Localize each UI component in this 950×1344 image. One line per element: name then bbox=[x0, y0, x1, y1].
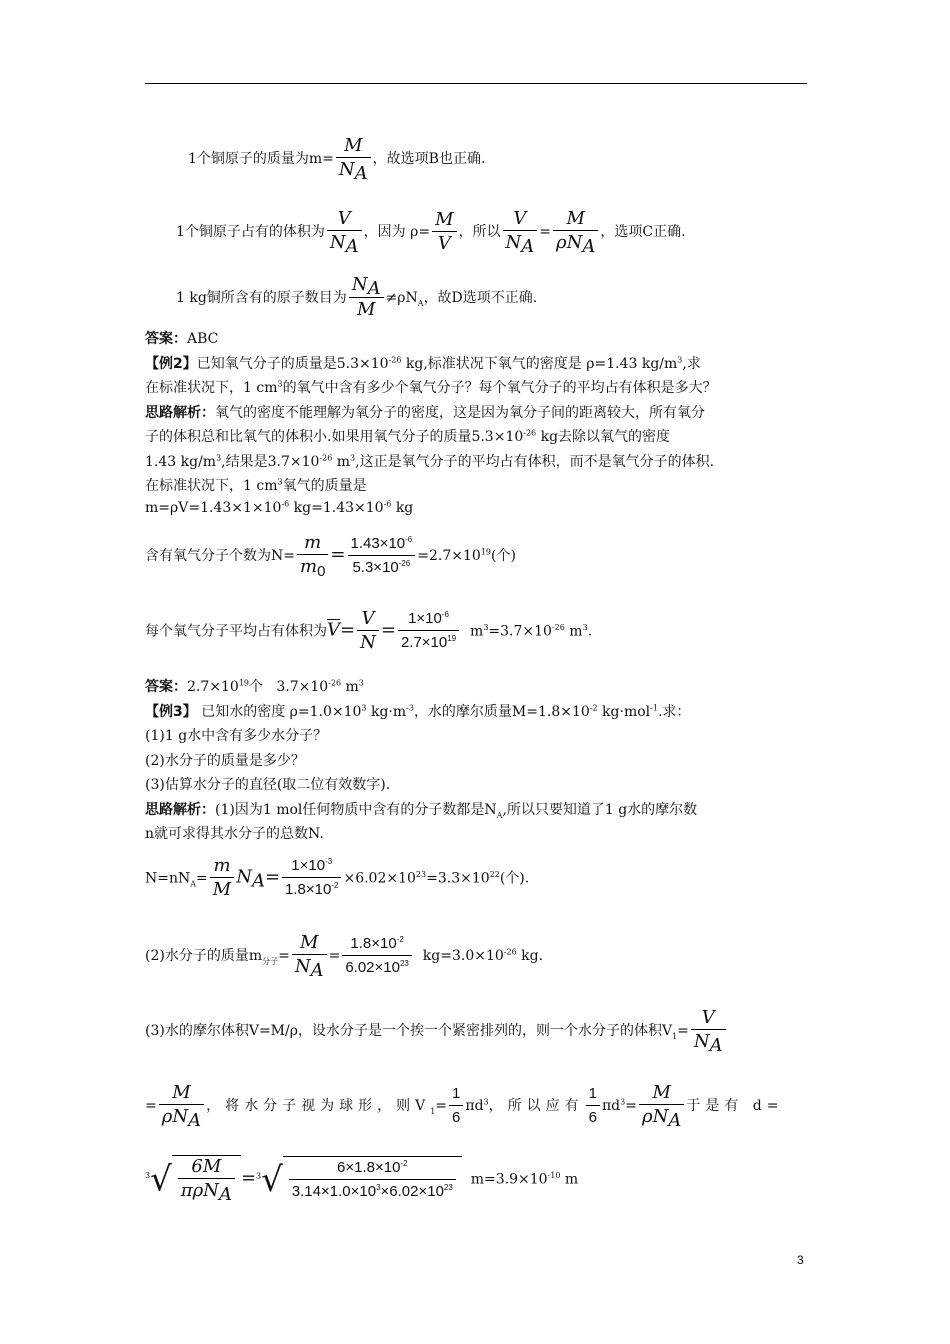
subscript: A bbox=[367, 277, 381, 299]
sup: -26 bbox=[551, 622, 565, 632]
denominator: 2.7×10 bbox=[400, 634, 448, 651]
equation-sphere bbox=[145, 1082, 783, 1130]
fraction bbox=[553, 208, 598, 256]
denominator: N bbox=[329, 232, 346, 253]
subscript: A bbox=[417, 298, 424, 308]
text: =2.7×10 bbox=[417, 548, 481, 564]
sup: -26 bbox=[388, 355, 402, 365]
text: m bbox=[564, 623, 583, 640]
fraction bbox=[348, 533, 416, 580]
text: πd bbox=[601, 1098, 621, 1114]
sup: 3 bbox=[216, 453, 222, 463]
text: = bbox=[435, 1098, 448, 1114]
text: ，因为 ρ= bbox=[363, 224, 431, 240]
example-label: 【例3】 bbox=[145, 704, 197, 720]
sup: 23 bbox=[415, 869, 427, 879]
subscript: A bbox=[354, 162, 368, 184]
example-label: 【例2】 bbox=[145, 356, 197, 372]
equation-molecule-count: 含有氧气分子个数为N= $\frac{m}{m_0}$ = $\frac{1.43\times 10^{-6}}{5.3\times 10^{-26}}$ $=2.7\times 10^{19}$(个) bbox=[145, 532, 516, 580]
sup: 3 bbox=[361, 703, 367, 713]
text: ≠ρN bbox=[385, 290, 418, 306]
answer-text: ABC bbox=[187, 331, 219, 347]
analysis-label: 思路解析： bbox=[145, 802, 215, 818]
subscript: 0 bbox=[317, 562, 326, 580]
denominator: 6.02×10 bbox=[345, 958, 400, 976]
numerator: N bbox=[351, 274, 368, 295]
text: kg·mol bbox=[597, 704, 651, 720]
text: 1个铜原子的质量为m= bbox=[188, 151, 334, 167]
sup: 3 bbox=[376, 1182, 381, 1192]
sup: 19 bbox=[480, 547, 491, 557]
subscript: A bbox=[582, 235, 596, 257]
denominator: πρN bbox=[180, 1180, 219, 1201]
text: 每个氧气分子平均占有体积为 bbox=[145, 623, 327, 640]
sup: 19 bbox=[238, 678, 249, 688]
text: 子的体积总和比氧气的体积小.如果用氧气分子的质量5.3×10 bbox=[145, 429, 524, 445]
text: . bbox=[587, 623, 593, 640]
answer-1 bbox=[145, 328, 218, 348]
analysis-2-line4 bbox=[145, 475, 367, 495]
text: ，故选项B也正确. bbox=[372, 151, 486, 167]
sup: 3 bbox=[358, 678, 364, 688]
analysis-2-line2 bbox=[145, 426, 670, 446]
equation-diameter bbox=[145, 1155, 578, 1204]
sup: -2 bbox=[396, 934, 404, 944]
example-2-line1 bbox=[145, 353, 701, 373]
text: ，选项C正确. bbox=[600, 224, 686, 240]
subscript: A bbox=[709, 1034, 723, 1056]
text: N=nN bbox=[145, 870, 191, 887]
text: =3.3×10 bbox=[426, 870, 490, 887]
text: ，将水分子视为球形，则V bbox=[206, 1098, 431, 1114]
fraction bbox=[282, 855, 341, 902]
text: m bbox=[341, 679, 359, 695]
subscript: A bbox=[668, 1109, 682, 1131]
denominator: 6 bbox=[452, 1108, 461, 1126]
text: ,这正是氧气分子的平均占有体积，而不是氧气分子的体积. bbox=[355, 454, 715, 470]
numerator: V bbox=[503, 208, 538, 231]
text: 于是有 d= bbox=[686, 1098, 784, 1114]
text: kg bbox=[391, 500, 414, 516]
sup: -2 bbox=[400, 1158, 408, 1168]
fraction bbox=[639, 1082, 684, 1130]
text: kg,标准状况下氧气的密度是 ρ=1.43 kg/m bbox=[401, 356, 678, 372]
line-copper-volume bbox=[176, 208, 686, 256]
subscript: 1 bbox=[430, 1106, 436, 1116]
sup: -2 bbox=[331, 881, 339, 890]
sup: 3 bbox=[483, 1097, 489, 1107]
equals: = bbox=[145, 1098, 157, 1114]
text: πd bbox=[465, 1098, 484, 1114]
text: m=ρV=1.43×1×10 bbox=[145, 500, 282, 516]
sup: 3 bbox=[582, 622, 588, 632]
text: .求： bbox=[657, 704, 691, 720]
fraction bbox=[289, 1157, 456, 1204]
equation-average-volume: 每个氧气分子平均占有体积为$\overline{V}=$ $\frac{V}{N}$ = $\frac{1\times 10^{-6}}{2.7\times 10^{19}}$ $m^3=3.7\times 10^{-26}$ $m^3$. bbox=[145, 608, 593, 653]
text: ，所以应有 bbox=[488, 1098, 584, 1114]
question-3: (3)估算水分子的直径(取二位有效数字). bbox=[145, 777, 391, 793]
example-2-line2 bbox=[145, 377, 717, 397]
text: (个). bbox=[499, 870, 530, 887]
denominator: N bbox=[693, 1031, 710, 1052]
line-copper-count bbox=[176, 274, 537, 322]
sup: -26 bbox=[503, 947, 517, 957]
denominator: N bbox=[360, 632, 376, 653]
subscript: A bbox=[190, 879, 197, 889]
denominator: 6 bbox=[588, 1108, 597, 1126]
sup: -3 bbox=[325, 857, 333, 866]
text: 已知氧气分子的质量是5.3×10 bbox=[196, 356, 389, 372]
equals: = bbox=[539, 224, 552, 240]
denominator: 3.14×1.0×10 bbox=[291, 1182, 377, 1200]
text: 1 kg铜所含有的原子数目为 bbox=[176, 290, 347, 306]
numerator: M bbox=[639, 1082, 684, 1105]
numerator: 6M bbox=[178, 1156, 235, 1179]
text: m bbox=[560, 1171, 579, 1188]
sup: 3 bbox=[277, 379, 283, 389]
question-2: (2)水分子的质量是多少？ bbox=[145, 753, 305, 769]
subscript: A bbox=[496, 810, 503, 820]
denominator: ρN bbox=[556, 232, 583, 253]
numerator: V bbox=[357, 608, 379, 631]
subscript: 1 bbox=[672, 1031, 678, 1041]
analysis-2-line3 bbox=[145, 451, 714, 471]
denominator: V bbox=[437, 232, 451, 254]
numerator: 1×10 bbox=[408, 610, 442, 627]
text: m bbox=[332, 454, 351, 470]
denominator: 5.3×10 bbox=[352, 558, 399, 576]
sup: -10 bbox=[547, 1170, 561, 1180]
analysis-2-line5 bbox=[145, 500, 413, 516]
sup: -26 bbox=[398, 558, 411, 568]
numerator: M bbox=[336, 135, 371, 158]
numerator: V bbox=[327, 208, 362, 231]
text: ,所以只要知道了1 g水的摩尔数 bbox=[502, 802, 698, 818]
text: kg·m bbox=[366, 704, 407, 720]
header-rule bbox=[145, 83, 807, 84]
subscript: 分子 bbox=[262, 956, 279, 966]
root-index: 3 bbox=[256, 1170, 262, 1180]
text: (2)水分子的质量m bbox=[145, 948, 263, 964]
fraction bbox=[503, 208, 538, 256]
subscript: A bbox=[345, 235, 359, 257]
sup: 3 bbox=[677, 355, 683, 365]
text: = bbox=[278, 948, 290, 964]
fraction bbox=[349, 274, 384, 322]
analysis-2-line1 bbox=[145, 402, 705, 422]
text: m bbox=[470, 623, 484, 640]
text: ,求 bbox=[682, 356, 701, 372]
subscript: A bbox=[521, 235, 535, 257]
text: m=3.9×10 bbox=[470, 1171, 548, 1188]
sup: 22 bbox=[489, 869, 500, 879]
text: 在标准状况下，1 cm bbox=[145, 380, 278, 396]
text: 2.7×10 bbox=[187, 679, 239, 695]
text: 的氧气中含有多少个氧气分子？每个氧气分子的平均占有体积是多大？ bbox=[282, 380, 717, 396]
text: =3.7×10 bbox=[488, 623, 552, 640]
fraction bbox=[297, 532, 328, 580]
equation-molecule-mass bbox=[145, 932, 543, 980]
text: (1)因为1 mol任何物质中含有的分子数都是N bbox=[215, 802, 497, 818]
answer-label: 答案： bbox=[145, 679, 187, 695]
sup: -26 bbox=[328, 678, 342, 688]
fraction bbox=[342, 933, 412, 980]
root-index: 3 bbox=[145, 1170, 151, 1180]
denominator: M bbox=[212, 879, 232, 900]
numerator: M bbox=[159, 1082, 204, 1105]
text: 1.43 kg/m bbox=[145, 454, 217, 470]
denominator: 1.8×10 bbox=[285, 881, 332, 898]
denominator: ×6.02×10 bbox=[380, 1182, 444, 1200]
equation-molecule-total: $N=nN_A=$ $\frac{m}{M}$ $N_A=$ $\frac{1\times 10^{-3}}{1.8\times 10^{-2}}$ $\times 6.02\times 10^{23}=3.3\times 10^{22}$(个). bbox=[145, 855, 530, 900]
text: (个) bbox=[491, 548, 516, 564]
text: 氧气的质量是 bbox=[282, 478, 367, 494]
numerator: m bbox=[297, 532, 328, 555]
denominator: N bbox=[338, 159, 355, 180]
text: 含有氧气分子个数为N= bbox=[145, 548, 295, 564]
fraction bbox=[159, 1082, 204, 1130]
numerator: M bbox=[432, 209, 456, 232]
sup: 3 bbox=[483, 622, 489, 632]
subscript: A bbox=[251, 870, 265, 892]
subscript: A bbox=[310, 959, 324, 981]
na-symbol: N bbox=[236, 866, 252, 888]
denominator: m bbox=[299, 556, 318, 577]
sup: -6 bbox=[405, 534, 413, 544]
fraction bbox=[210, 855, 234, 902]
numerator: 1 bbox=[449, 1083, 463, 1106]
text: ,结果是3.7×10 bbox=[221, 454, 320, 470]
numerator: M bbox=[292, 932, 327, 955]
denominator: N bbox=[294, 956, 311, 977]
text: 个 3.7×10 bbox=[249, 679, 329, 695]
numerator: m bbox=[210, 855, 234, 878]
text: = bbox=[196, 870, 208, 887]
text: kg=3.0×10 bbox=[422, 948, 504, 964]
fraction bbox=[449, 1083, 463, 1130]
text: ，水的摩尔质量M=1.8×10 bbox=[413, 704, 590, 720]
numerator: 1 bbox=[586, 1083, 600, 1106]
sup: -3 bbox=[406, 703, 414, 713]
sup: 3 bbox=[620, 1097, 626, 1107]
denominator: N bbox=[505, 232, 522, 253]
sup: -1 bbox=[650, 703, 658, 713]
sup: -6 bbox=[383, 499, 392, 509]
denominator: ρN bbox=[161, 1106, 189, 1127]
sup: 3 bbox=[350, 453, 356, 463]
text: 1个铜原子占有的体积为 bbox=[176, 224, 325, 240]
example-3-line1 bbox=[145, 701, 690, 721]
fraction bbox=[336, 135, 371, 183]
fraction bbox=[586, 1083, 600, 1130]
numerator: 1.43×10 bbox=[350, 534, 406, 552]
equals: = bbox=[677, 1023, 689, 1039]
cube-root-1: $^3$√ $\frac{6M}{\pi\rho N_A}$ bbox=[145, 1155, 241, 1204]
sup: -2 bbox=[589, 703, 598, 713]
fraction bbox=[178, 1156, 235, 1204]
analysis-3-line2: n就可求得其水分子的总数N. bbox=[145, 826, 324, 842]
text: = bbox=[625, 1098, 637, 1114]
sup: 23 bbox=[399, 958, 409, 968]
fraction bbox=[432, 209, 456, 256]
v-bar: $\overline{V}$ bbox=[327, 619, 340, 641]
fraction bbox=[292, 932, 327, 980]
text: 氧气的密度不能理解为氧分子的密度，这是因为氧分子间的距离较大，所有氧分 bbox=[215, 405, 705, 421]
sup: -6 bbox=[441, 610, 449, 619]
text: ×6.02×10 bbox=[343, 870, 416, 887]
equals: = bbox=[328, 948, 341, 964]
denominator: ρN bbox=[641, 1106, 669, 1127]
fraction bbox=[691, 1007, 726, 1055]
sup: 23 bbox=[443, 1182, 453, 1192]
text: (3)水的摩尔体积V=M/ρ，设水分子是一个挨一个紧密排列的，则一个水分子的体积V bbox=[145, 1023, 673, 1039]
text: ，故D选项不正确. bbox=[423, 290, 538, 306]
text: 在标准状况下，1 cm bbox=[145, 478, 278, 494]
text: ，所以 bbox=[458, 224, 501, 240]
fraction bbox=[398, 608, 459, 655]
text: kg=1.43×10 bbox=[289, 500, 384, 516]
equation-molar-volume bbox=[145, 1007, 728, 1055]
text: 已知水的密度 ρ=1.0×10 bbox=[196, 704, 362, 720]
page-number: 3 bbox=[797, 1253, 804, 1267]
fraction bbox=[327, 208, 362, 256]
denominator: M bbox=[356, 299, 376, 320]
numerator: V bbox=[691, 1007, 726, 1030]
line-copper-mass bbox=[188, 135, 485, 183]
sup: -6 bbox=[281, 499, 290, 509]
analysis-3-line1 bbox=[145, 799, 697, 819]
text: kg去除以氧气的密度 bbox=[536, 429, 671, 445]
fraction bbox=[357, 608, 379, 655]
answer-2 bbox=[145, 676, 364, 696]
sup: 3 bbox=[277, 477, 283, 487]
sup: 19 bbox=[447, 634, 457, 643]
sup: -26 bbox=[319, 453, 333, 463]
equals: = bbox=[240, 1167, 257, 1189]
text: kg. bbox=[516, 948, 544, 964]
sup: -26 bbox=[523, 428, 537, 438]
question-1: (1)1 g水中含有多少水分子？ bbox=[145, 728, 328, 744]
numerator: 1.8×10 bbox=[350, 934, 397, 952]
answer-label: 答案： bbox=[145, 331, 187, 347]
cube-root-2: $^3$√ $\frac{6\times 1.8\times 10^{-2}}{3.14\times 1.0\times 10^3\times 6.02\times 10^{23}}$ bbox=[256, 1156, 462, 1204]
numerator: 6×1.8×10 bbox=[337, 1158, 401, 1176]
analysis-label: 思路解析： bbox=[145, 405, 215, 421]
numerator: 1×10 bbox=[291, 857, 326, 874]
subscript: A bbox=[188, 1109, 202, 1131]
subscript: A bbox=[218, 1183, 232, 1205]
numerator: M bbox=[553, 208, 598, 231]
